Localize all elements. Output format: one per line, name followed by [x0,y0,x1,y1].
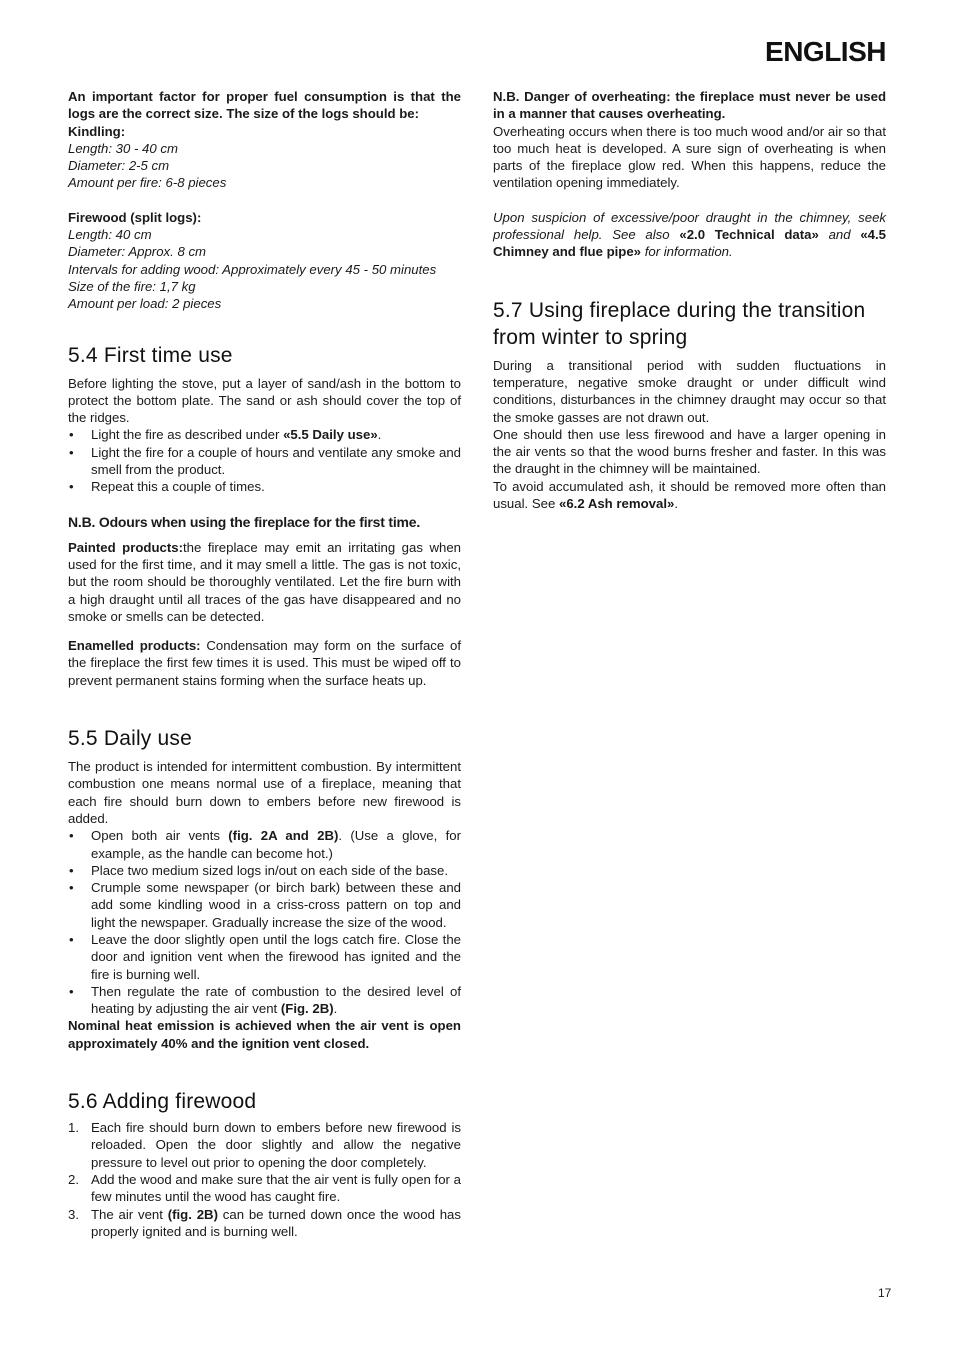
section-5-6-title: 5.6 Adding firewood [68,1090,257,1114]
section-5-4-title: 5.4 First time use [68,343,233,367]
list-item: 3. The air vent (fig. 2B) can be turned down once the wood has properly ignited and is burning well. [68,1206,461,1239]
cross-reference: «4.5 Chimney and flue pipe» [493,227,886,260]
list-item: • Repeat this a couple of times. [68,478,461,495]
firewood-length: Length: 40 cm [68,227,152,243]
list-item: • Open both air vents (fig. 2A and 2B). (Use a glove, for example, as the handle can become hot.) [68,827,461,862]
odours-note-title: N.B. Odours when using the fireplace for the first time. [68,513,421,530]
list-item: • Place two medium sized logs in/out on each side of the base. [68,862,461,879]
right-column [493,88,886,512]
draught-note: Upon suspicion of excessive/poor draught in the chimney, seek professional help. See also «2.0 Technical data» and «4.5 Chimney and flue pipe» for information. [493,209,886,260]
kindling-diameter: Diameter: 2-5 cm [68,158,170,174]
section-5-5-title: 5.5 Daily use [68,727,192,751]
kindling-amount: Amount per fire: 6-8 pieces [68,175,227,191]
section-5-4 [68,342,461,689]
list-item: • Then regulate the rate of combustion to the desired level of heating by adjusting the air vent (Fig. 2B). [68,983,461,1018]
section-5-6-list [68,1119,461,1240]
overheating-title: N.B. Danger of overheating: the fireplace must never be used in a manner that causes overheating. [493,89,886,122]
list-item: • Light the fire for a couple of hours and ventilate any smoke and smell from the product. [68,444,461,479]
nominal-heat-note: Nominal heat emission is achieved when the air vent is open approximately 40% and the ignition vent closed. [68,1018,461,1051]
enamelled-products-text: Enamelled products: Condensation may form on the surface of the fireplace the first few times it is used. This must be wiped off to prevent permanent stains forming when the surface heats up. [68,638,461,688]
list-item: • Crumple some newspaper (or birch bark) between these and add some kindling wood in a criss-cross pattern on top and light the newspaper. Gradually increase the size of the wood. [68,879,461,931]
section-5-4-list [68,426,461,495]
fuel-section [68,88,461,313]
list-item: 1. Each fire should burn down to embers before new firewood is reloaded. Open the door slightly and allow the negative pressure to level out prior to opening the door completely. [68,1120,461,1170]
language-heading: ENGLISH [765,36,886,67]
overheating-text: Overheating occurs when there is too much wood and/or air so that too much heat is developed. A sure sign of overheating is when parts of the fireplace glow red. When this happens, reduce the ventilation opening immediately. [493,123,886,191]
section-5-5-text: The product is intended for intermittent combustion. By intermittent combustion one means normal use of a fireplace, meaning that each fire should burn down to embers before new firewood is added. [68,759,461,826]
firewood-diameter: Diameter: Approx. 8 cm [68,244,207,260]
painted-products-label: Painted products: [68,539,183,555]
section-5-5-list [68,827,461,1017]
section-5-7 [493,297,886,513]
kindling-title: Kindling: [68,123,126,139]
section-5-4-text: Before lighting the stove, put a layer of sand/ash in the bottom to protect the bottom plate. The sand or ash should cover the top of the ridges. [68,375,461,426]
page-number: 17 [878,1286,892,1300]
firewood-interval: Intervals for adding wood: Approximately every 45 - 50 minutes [68,261,437,277]
left-column [68,88,461,1240]
figure-reference: (Fig. 2B) [280,1001,334,1017]
cross-reference: «6.2 Ash removal» [558,496,675,512]
firewood-title: Firewood (split logs): [68,209,202,225]
painted-products-text: Painted products:the fireplace may emit an irritating gas when used for the first time, and it may smell a little. The gas is not toxic, but the room should be thoroughly ventilated. Let the fire burn with a high draught until all traces of the gas have disappeared and no smoke or smells can be detected. [68,539,461,624]
kindling-length: Length: 30 - 40 cm [68,140,178,156]
figure-reference: (fig. 2A and 2B) [228,828,339,844]
cross-reference: «2.0 Technical data» [679,227,819,243]
firewood-size: Size of the fire: 1,7 kg [68,278,196,294]
firewood-amount: Amount per load: 2 pieces [68,296,222,312]
section-5-7-p1: During a transitional period with sudden fluctuations in temperature, negative smoke draught or under difficult wind conditions, disturbances in the chimney draught may occur so that the smoke gasses are not drawn out. [493,357,886,425]
section-5-6 [68,1088,461,1240]
enamelled-products-label: Enamelled products: [68,638,201,654]
section-5-7-p3: To avoid accumulated ash, it should be removed more often than usual. See «6.2 Ash removal». [493,478,886,512]
section-5-7-p2: One should then use less firewood and have a larger opening in the air vents so that the wood burns fresher and faster. In this was the draught in the chimney will be maintained. [493,426,886,477]
section-5-7-title: 5.7 Using fireplace during the transition from winter to spring [493,298,866,349]
cross-reference: «5.5 Daily use» [283,427,378,443]
list-item: • Leave the door slightly open until the logs catch fire. Close the door and ignition vent when the firewood has ignited and the fire is burning well. [68,931,461,983]
overheating-section [493,88,886,261]
list-item: • Light the fire as described under «5.5 Daily use». [68,426,461,443]
fuel-intro: An important factor for proper fuel consumption is that the logs are the correct size. The size of the logs should be: [68,89,461,122]
section-5-5 [68,725,461,1052]
figure-reference: (fig. 2B) [167,1206,218,1222]
list-item: 2. Add the wood and make sure that the air vent is fully open for a few minutes until the wood has caught fire. [68,1171,461,1205]
